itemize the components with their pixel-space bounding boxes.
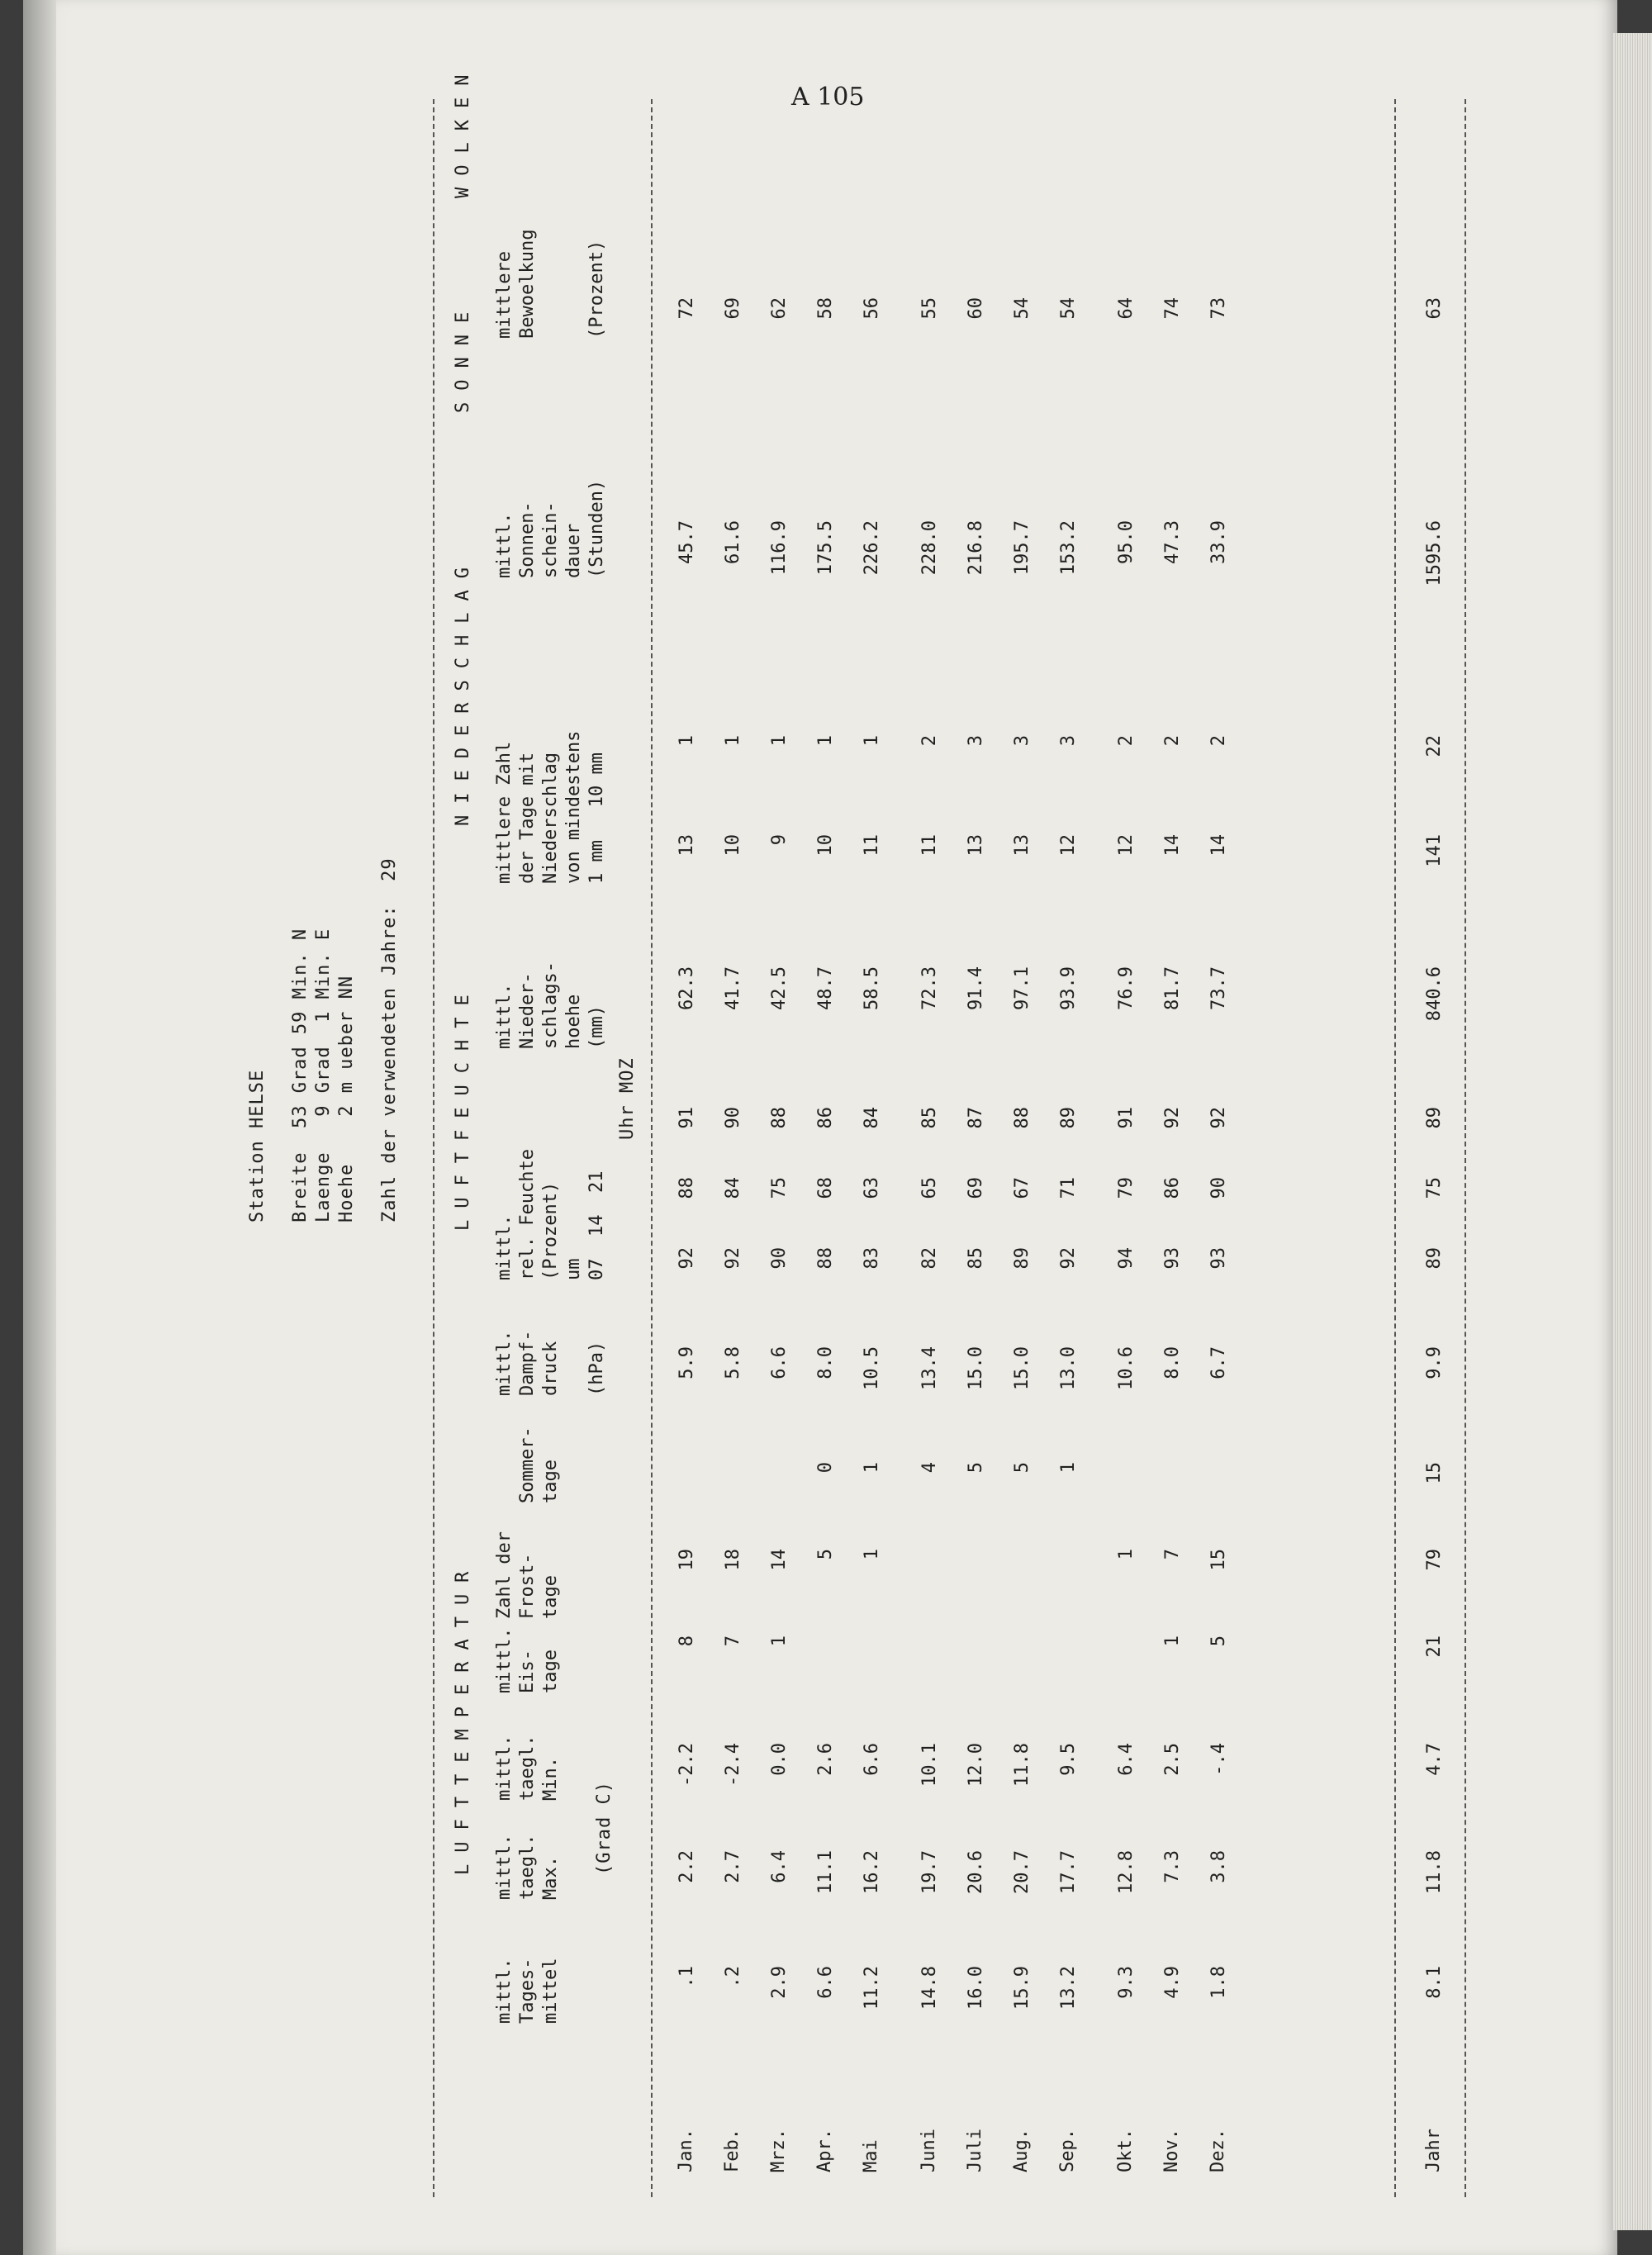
table-cell: 1	[862, 1462, 882, 1474]
column-header-12-line-1: mittlere	[494, 251, 515, 339]
table-cell: 5	[966, 1462, 986, 1474]
month-label: Mai	[861, 2139, 881, 2172]
table-rule-bottom	[1464, 99, 1466, 2197]
header-rule-top	[433, 99, 434, 2197]
table-cell: 73	[1208, 297, 1229, 320]
group-sonne: SONNE	[453, 300, 473, 413]
column-header-10-line-1: mittlere Zahl	[494, 741, 515, 884]
table-cell: 73.7	[1208, 966, 1229, 1010]
table-cell: 79	[1116, 1177, 1137, 1199]
table-cell: 92	[676, 1247, 697, 1270]
table-cell: 10	[723, 834, 743, 857]
table-cell: 840.6	[1424, 966, 1445, 1022]
column-header-5-line-1: Zahl der	[494, 1531, 515, 1619]
column-header-10-line-2: der Tage mit	[517, 752, 538, 884]
table-cell: 116.9	[769, 520, 790, 576]
table-cell: 21	[1424, 1635, 1445, 1658]
table-cell: 6.4	[1116, 1743, 1137, 1776]
column-header-7-line-1: mittl.	[494, 1330, 515, 1396]
table-cell: 92	[723, 1247, 743, 1270]
table-cell: 89	[1424, 1107, 1445, 1129]
station-laenge: Laenge 9 Grad 1 Min. E	[313, 928, 334, 1222]
column-header-11-line-5: (Stunden)	[586, 479, 607, 578]
book-spine	[23, 0, 56, 2255]
table-cell: 3	[1012, 735, 1032, 747]
table-cell: 93	[1162, 1247, 1183, 1270]
group-luftfeuchte: LUFTFEUCHTE	[453, 983, 473, 1231]
table-cell: 82	[919, 1247, 940, 1270]
column-header-5-line-2: Frost-	[517, 1553, 538, 1619]
table-cell: .2	[723, 1966, 743, 1988]
table-cell: 69	[966, 1177, 986, 1199]
table-cell: 9.3	[1116, 1966, 1137, 1999]
month-label: Apr.	[814, 2129, 835, 2172]
table-cell: 1	[815, 735, 836, 747]
table-cell: 61.6	[723, 520, 743, 564]
table-cell: 62	[769, 297, 790, 320]
table-cell: 79	[1424, 1549, 1445, 1571]
document-page	[23, 0, 1617, 2255]
table-cell: 4.7	[1424, 1743, 1445, 1776]
table-cell: 5	[1012, 1462, 1032, 1474]
group-lufttemperatur: LUFTTEMPERATUR	[453, 1560, 473, 1875]
table-cell: 15	[1424, 1462, 1445, 1484]
table-cell: 90	[769, 1247, 790, 1270]
table-cell: 195.7	[1012, 520, 1032, 576]
table-cell: 11.8	[1012, 1743, 1032, 1787]
table-cell: 14	[769, 1549, 790, 1571]
table-cell: 8.0	[815, 1346, 836, 1379]
table-cell: 63	[1424, 297, 1445, 320]
table-cell: 41.7	[723, 966, 743, 1010]
table-cell: 8.1	[1424, 1966, 1445, 1999]
page-number: A 105	[791, 83, 865, 112]
table-cell: 17.7	[1058, 1850, 1079, 1894]
table-cell: 87	[966, 1107, 986, 1129]
table-cell: 69	[723, 297, 743, 320]
column-header-7-line-3: druck	[540, 1341, 561, 1396]
table-cell: 22	[1424, 735, 1445, 757]
table-cell: 2	[1116, 735, 1137, 747]
table-cell: -.4	[1208, 1743, 1229, 1776]
column-header-8-line-3: (Prozent)	[540, 1181, 561, 1280]
table-cell: 91	[1116, 1107, 1137, 1129]
table-cell: 2.7	[723, 1850, 743, 1883]
station-hoehe: Hoehe 2 m ueber NN	[336, 975, 357, 1222]
table-cell: 7.3	[1162, 1850, 1183, 1883]
table-cell: 85	[919, 1107, 940, 1129]
table-cell: 7	[723, 1635, 743, 1647]
table-cell: 10.6	[1116, 1346, 1137, 1390]
table-cell: 14.8	[919, 1966, 940, 2010]
table-cell: 12.8	[1116, 1850, 1137, 1894]
unit-temperature: (Grad C)	[594, 1781, 615, 1875]
table-cell: 0	[815, 1462, 836, 1474]
table-cell: 13	[966, 834, 986, 857]
month-label: Dez.	[1208, 2129, 1228, 2172]
table-cell: 33.9	[1208, 520, 1229, 564]
table-cell: 5.9	[676, 1346, 697, 1379]
column-header-11-line-2: Sonnen-	[517, 501, 538, 578]
table-cell: 42.5	[769, 966, 790, 1010]
year-rule	[1394, 99, 1396, 2197]
table-cell: 5	[815, 1549, 836, 1560]
table-cell: 74	[1162, 297, 1183, 320]
table-cell: 141	[1424, 834, 1445, 867]
table-cell: 86	[815, 1107, 836, 1129]
table-cell: 1595.6	[1424, 520, 1445, 586]
table-cell: 8.0	[1162, 1346, 1183, 1379]
table-cell: 91	[676, 1107, 697, 1129]
table-cell: 75	[1424, 1177, 1445, 1199]
table-cell: 1	[676, 735, 697, 747]
month-label: Aug.	[1011, 2129, 1032, 2172]
table-cell: 58.5	[862, 966, 882, 1010]
table-cell: 18	[723, 1549, 743, 1571]
month-label: Feb.	[722, 2129, 743, 2172]
column-header-9-line-5: (mm)	[586, 1005, 607, 1049]
table-cell: 175.5	[815, 520, 836, 576]
table-cell: 228.0	[919, 520, 940, 576]
table-cell: 19.7	[919, 1850, 940, 1894]
table-cell: 11.8	[1424, 1850, 1445, 1894]
table-cell: 10	[815, 834, 836, 857]
table-cell: 5.8	[723, 1346, 743, 1379]
table-cell: 94	[1116, 1247, 1137, 1270]
table-cell: 15.0	[966, 1346, 986, 1390]
table-cell: 95.0	[1116, 520, 1137, 564]
table-cell: 0.0	[769, 1743, 790, 1776]
table-cell: 2.6	[815, 1743, 836, 1776]
table-cell: 20.6	[966, 1850, 986, 1894]
table-cell: 13.4	[919, 1346, 940, 1390]
column-header-5-line-3: tage	[540, 1575, 561, 1619]
table-cell: 6.6	[862, 1743, 882, 1776]
table-cell: 1	[769, 735, 790, 747]
group-niederschlag: NIEDERSCHLAG	[453, 556, 473, 826]
month-label: Nov.	[1161, 2129, 1182, 2172]
table-cell: 93	[1208, 1247, 1229, 1270]
table-cell: 68	[815, 1177, 836, 1199]
table-cell: 89	[1012, 1247, 1032, 1270]
column-header-1-line-1: mittl.	[494, 1958, 515, 2024]
column-header-8-line-1: mittl.	[494, 1214, 515, 1280]
table-cell: 89	[1058, 1107, 1079, 1129]
table-cell: 48.7	[815, 966, 836, 1010]
table-cell: 92	[1058, 1247, 1079, 1270]
table-cell: 2	[919, 735, 940, 747]
column-header-9-line-2: Nieder-	[517, 972, 538, 1049]
table-cell: 91.4	[966, 966, 986, 1010]
table-cell: 65	[919, 1177, 940, 1199]
table-cell: 6.4	[769, 1850, 790, 1883]
column-header-8-line-5: 07 14 21	[586, 1170, 607, 1280]
table-cell: 92	[1162, 1107, 1183, 1129]
table-cell: 6.6	[769, 1346, 790, 1379]
column-header-3-line-2: taegl.	[517, 1735, 538, 1801]
table-cell: 92	[1208, 1107, 1229, 1129]
table-cell: 47.3	[1162, 520, 1183, 564]
month-label: Juli	[965, 2129, 985, 2172]
column-header-6-line-2: Sommer-	[517, 1427, 538, 1503]
table-cell: -2.2	[676, 1743, 697, 1787]
month-label: Jahr	[1423, 2129, 1444, 2172]
table-cell: 58	[815, 297, 836, 320]
column-header-6-line-3: tage	[540, 1460, 561, 1503]
column-header-1-line-3: mittel	[540, 1958, 561, 2024]
table-cell: 4	[919, 1462, 940, 1474]
table-cell: 2.5	[1162, 1743, 1183, 1776]
table-cell: 7	[1162, 1549, 1183, 1560]
table-cell: 2.9	[769, 1966, 790, 1999]
table-cell: 9.5	[1058, 1743, 1079, 1776]
table-cell: 13.0	[1058, 1346, 1079, 1390]
table-cell: 2	[1162, 735, 1183, 747]
table-cell: 9.9	[1424, 1346, 1445, 1379]
column-header-12-line-5: (Prozent)	[586, 240, 607, 339]
table-cell: 60	[966, 297, 986, 320]
table-cell: 15	[1208, 1549, 1229, 1571]
column-header-10-line-3: Niederschlag	[540, 752, 561, 884]
table-cell: 1.8	[1208, 1966, 1229, 1999]
header-rule-bottom	[651, 99, 653, 2197]
table-cell: 83	[862, 1247, 882, 1270]
table-cell: 88	[676, 1177, 697, 1199]
page-edges	[1613, 33, 1652, 2230]
column-header-7-line-2: Dampf-	[517, 1330, 538, 1396]
station-breite: Breite 53 Grad 59 Min. N	[290, 928, 311, 1222]
table-cell: 6.6	[815, 1966, 836, 1999]
table-cell: 4.9	[1162, 1966, 1183, 1999]
column-header-3-line-3: Min.	[540, 1757, 561, 1801]
table-cell: 11	[919, 834, 940, 857]
table-cell: 216.8	[966, 520, 986, 576]
table-cell: 71	[1058, 1177, 1079, 1199]
table-cell: 15.9	[1012, 1966, 1032, 2010]
table-cell: 88	[769, 1107, 790, 1129]
station-title: Station HELSE	[247, 1069, 268, 1222]
month-label: Jan.	[676, 2129, 696, 2172]
table-cell: 1	[862, 735, 882, 747]
column-header-4-line-1: mittl.	[494, 1627, 515, 1693]
column-header-11-line-1: mittl.	[494, 512, 515, 578]
table-cell: 10.1	[919, 1743, 940, 1787]
table-cell: -2.4	[723, 1743, 743, 1787]
table-cell: 16.2	[862, 1850, 882, 1894]
station-years: Zahl der verwendeten Jahre: 29	[379, 857, 400, 1222]
column-header-9-line-3: schlags-	[540, 961, 561, 1049]
table-cell: 1	[1058, 1462, 1079, 1474]
table-cell: 89	[1424, 1247, 1445, 1270]
table-cell: 3	[966, 735, 986, 747]
table-cell: 1	[723, 735, 743, 747]
table-cell: 1	[862, 1549, 882, 1560]
table-cell: 11	[862, 834, 882, 857]
column-header-7-line-5: (hPa)	[586, 1341, 607, 1396]
table-cell: 13	[1012, 834, 1032, 857]
table-cell: 86	[1162, 1177, 1183, 1199]
table-cell: 93.9	[1058, 966, 1079, 1010]
column-header-4-line-2: Eis-	[517, 1650, 538, 1693]
table-cell: 67	[1012, 1177, 1032, 1199]
table-cell: 12	[1058, 834, 1079, 857]
table-cell: 11.1	[815, 1850, 836, 1894]
table-cell: 14	[1162, 834, 1183, 857]
table-cell: 3	[1058, 735, 1079, 747]
table-cell: 72.3	[919, 966, 940, 1010]
column-header-2-line-2: taegl.	[517, 1834, 538, 1900]
uhr-moz-label: Uhr MOZ	[617, 1057, 638, 1140]
table-cell: 16.0	[966, 1966, 986, 2010]
column-header-2-line-1: mittl.	[494, 1834, 515, 1900]
table-cell: 64	[1116, 297, 1137, 320]
table-cell: 13	[676, 834, 697, 857]
table-cell: 90	[723, 1107, 743, 1129]
column-header-11-line-3: schein-	[540, 501, 561, 578]
table-cell: 1	[769, 1635, 790, 1647]
table-cell: 54	[1012, 297, 1032, 320]
table-cell: 13.2	[1058, 1966, 1079, 2010]
table-cell: 75	[769, 1177, 790, 1199]
column-header-10-line-4: von mindestens	[563, 730, 584, 884]
table-cell: 11.2	[862, 1966, 882, 2010]
column-header-4-line-3: tage	[540, 1650, 561, 1693]
column-header-10-line-5: 1 mm 10 mm	[586, 752, 607, 884]
column-header-9-line-1: mittl.	[494, 983, 515, 1049]
table-cell: 84	[862, 1107, 882, 1129]
month-label: Sep.	[1057, 2129, 1078, 2172]
column-header-11-line-4: dauer	[563, 523, 584, 578]
table-cell: 97.1	[1012, 966, 1032, 1010]
table-cell: 1	[1116, 1549, 1137, 1560]
table-cell: 62.3	[676, 966, 697, 1010]
table-cell: 45.7	[676, 520, 697, 564]
table-cell: 10.5	[862, 1346, 882, 1390]
table-cell: 56	[862, 297, 882, 320]
table-cell: 6.7	[1208, 1346, 1229, 1379]
column-header-8-line-4: um	[563, 1258, 584, 1280]
table-cell: 55	[919, 297, 940, 320]
table-cell: 15.0	[1012, 1346, 1032, 1390]
column-header-12-line-2: Bewoelkung	[517, 229, 538, 339]
table-cell: 5	[1208, 1635, 1229, 1647]
table-cell: .1	[676, 1966, 697, 1988]
table-cell: 14	[1208, 834, 1229, 857]
column-header-1-line-2: Tages-	[517, 1958, 538, 2024]
table-cell: 19	[676, 1549, 697, 1571]
table-cell: 226.2	[862, 520, 882, 576]
table-cell: 1	[1162, 1635, 1183, 1647]
table-cell: 88	[1012, 1107, 1032, 1129]
table-cell: 9	[769, 834, 790, 846]
table-cell: 90	[1208, 1177, 1229, 1199]
table-cell: 12.0	[966, 1743, 986, 1787]
table-cell: 85	[966, 1247, 986, 1270]
table-cell: 54	[1058, 297, 1079, 320]
table-cell: 63	[862, 1177, 882, 1199]
column-header-9-line-4: hoehe	[563, 994, 584, 1049]
month-label: Mrz.	[768, 2129, 789, 2172]
table-cell: 81.7	[1162, 966, 1183, 1010]
table-cell: 20.7	[1012, 1850, 1032, 1894]
table-cell: 2.2	[676, 1850, 697, 1883]
column-header-8-line-2: rel. Feuchte	[517, 1149, 538, 1280]
table-cell: 153.2	[1058, 520, 1079, 576]
column-header-2-line-3: Max.	[540, 1856, 561, 1900]
month-label: Juni	[919, 2129, 939, 2172]
table-cell: 76.9	[1116, 966, 1137, 1010]
month-label: Okt.	[1115, 2129, 1136, 2172]
table-cell: 88	[815, 1247, 836, 1270]
table-cell: 12	[1116, 834, 1137, 857]
column-header-3-line-1: mittl.	[494, 1735, 515, 1801]
table-cell: 72	[676, 297, 697, 320]
table-cell: 3.8	[1208, 1850, 1229, 1883]
table-cell: 8	[676, 1635, 697, 1647]
table-cell: 2	[1208, 735, 1229, 747]
table-cell: 84	[723, 1177, 743, 1199]
group-wolken: WOLKEN	[453, 63, 473, 198]
